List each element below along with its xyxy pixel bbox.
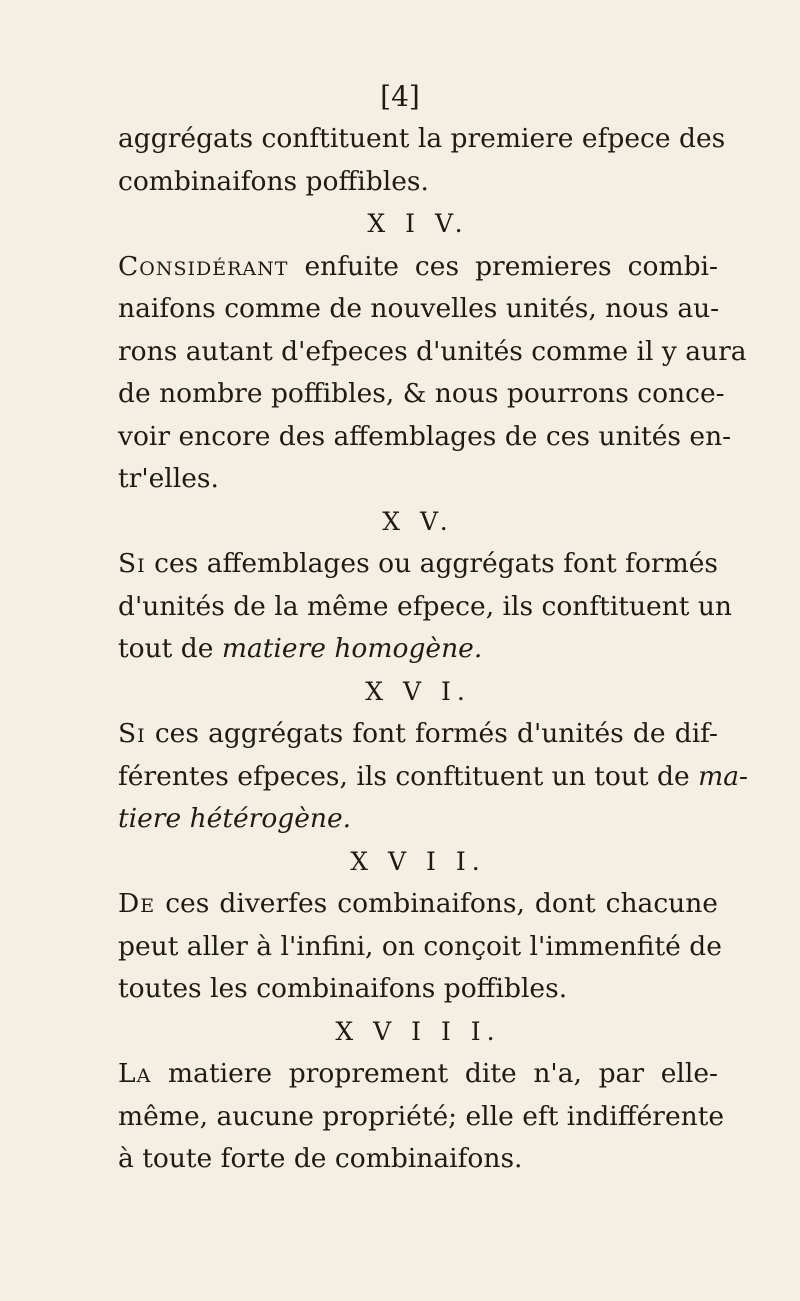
text-line: [118, 798, 718, 841]
paragraph-first-line: [118, 1053, 718, 1096]
text-line: [118, 628, 718, 671]
text-span: férentes efpeces, ils conftituent un tout de: [118, 760, 690, 792]
text-line: de nombre poffibles, & nous pourrons conce-: [118, 378, 725, 409]
text-line: tr'elles.: [118, 463, 219, 494]
page-number: [4]: [380, 80, 420, 113]
italic-term: matiere homogène.: [221, 633, 483, 664]
text-line: voir encore des affemblages de ces unités en-: [118, 420, 732, 452]
paragraph-first-line: [118, 543, 718, 586]
section-number: X I V.: [367, 209, 469, 238]
text-line: combinaifons poffibles.: [118, 165, 429, 197]
text-line: même, aucune propriété; elle eft indifférente: [118, 1100, 725, 1132]
initial-word: Si: [118, 548, 146, 579]
text-line: d'unités de la même efpece, ils conftituent un: [118, 590, 732, 622]
text-span: ces aggrégats font formés d'unités de dif-: [154, 718, 718, 749]
paragraph-first-line: [118, 246, 718, 289]
text-span: tout de: [118, 633, 214, 664]
text-line: toutes les combinaifons poffibles.: [118, 973, 568, 1004]
paragraph-first-line: [118, 883, 718, 926]
text-line: à toute forte de combinaifons.: [118, 1143, 523, 1174]
section-number: X V I.: [365, 676, 471, 706]
page-body: [118, 118, 748, 1181]
italic-term: ma-: [698, 760, 748, 792]
paragraph-first-line: [118, 713, 718, 756]
initial-word: Si: [118, 718, 146, 749]
text-line: aggrégats conftituent la premiere efpece des: [118, 123, 726, 154]
text-span: matiere proprement dite n'a, par elle-: [168, 1058, 718, 1089]
italic-term: tiere hétérogène.: [118, 803, 352, 834]
text-span: enfuite ces premieres combi-: [304, 250, 718, 282]
section-number: X V.: [382, 506, 454, 536]
text-line: naifons comme de nouvelles unités, nous au-: [118, 293, 720, 324]
initial-word: De: [118, 888, 156, 919]
initial-word: La: [118, 1058, 152, 1089]
initial-word: Considérant: [118, 250, 289, 282]
text-span: ces affemblages ou aggrégats font formés: [154, 548, 718, 579]
text-line: peut aller à l'infini, on conçoit l'immenfité de: [118, 930, 722, 962]
text-line: [118, 756, 748, 799]
text-line: rons autant d'efpeces d'unités comme il y aura: [118, 335, 747, 367]
text-span: ces diverfes combinaifons, dont chacune: [165, 888, 718, 919]
section-number: X V I I.: [350, 846, 486, 876]
section-number: X V I I I.: [335, 1016, 501, 1046]
